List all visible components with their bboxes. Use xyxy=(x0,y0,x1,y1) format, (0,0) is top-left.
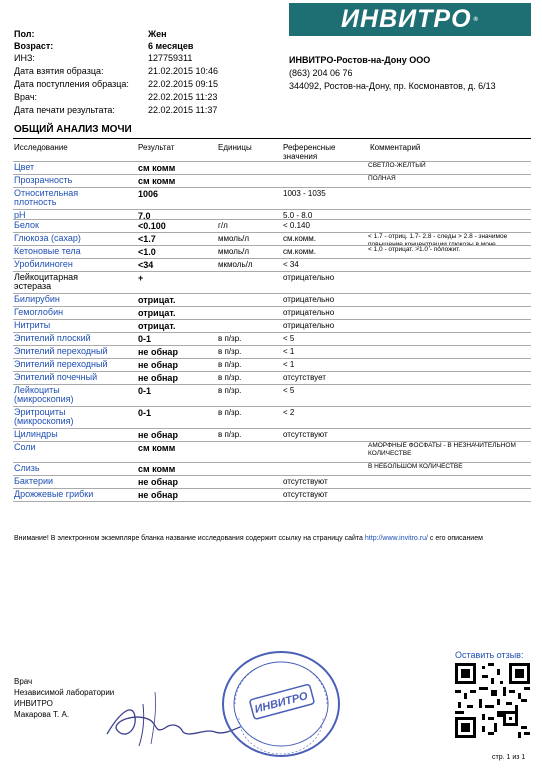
row-divider xyxy=(13,406,531,407)
inz-value: 127759311 xyxy=(148,53,193,63)
result-value: не обнар xyxy=(138,347,178,357)
test-name-link[interactable]: Гемоглобин xyxy=(14,307,64,317)
title-divider xyxy=(13,138,531,139)
units-value: ммоль/л xyxy=(218,234,249,243)
inz-label: ИНЗ: xyxy=(14,53,35,63)
test-name-link[interactable]: Цилиндры xyxy=(14,429,58,439)
reference-value: отсутствует xyxy=(283,373,326,382)
units-value: в п/зр. xyxy=(218,373,242,382)
row-divider xyxy=(13,428,531,429)
test-name-link[interactable]: Эритроциты (микроскопия) xyxy=(14,407,74,426)
reference-value: < 5 xyxy=(283,334,295,343)
age-value: 6 месяцев xyxy=(148,41,194,51)
test-name-link: Лейкоцитарная эстераза xyxy=(14,272,79,291)
test-name-link[interactable]: Билирубин xyxy=(14,294,60,304)
page-number: стр. 1 из 1 xyxy=(492,754,526,761)
result-value: не обнар xyxy=(138,490,178,500)
test-name-link[interactable]: Нитриты xyxy=(14,320,51,330)
result-value: не обнар xyxy=(138,373,178,383)
age-label: Возраст: xyxy=(14,41,54,51)
sample-date-label: Дата взятия образца: xyxy=(14,66,104,76)
units-value: мкмоль/л xyxy=(218,260,253,269)
sex-value: Жен xyxy=(148,29,167,39)
test-name-link[interactable]: Уробилиноген xyxy=(14,259,73,269)
doctor-value: 22.02.2015 11:23 xyxy=(148,92,218,102)
reference-value: отсутствуют xyxy=(283,490,328,499)
col-result: Результат xyxy=(138,143,175,152)
test-name-link[interactable]: Белок xyxy=(14,220,39,230)
test-name-link[interactable]: Эпителий переходный xyxy=(14,359,108,369)
sex-label: Пол: xyxy=(14,29,35,39)
review-qr-code[interactable] xyxy=(455,663,530,738)
col-comment: Комментарий xyxy=(370,143,421,152)
units-value: в п/зр. xyxy=(218,386,242,395)
reference-value: < 2 xyxy=(283,408,295,417)
row-divider xyxy=(13,293,531,294)
test-name-link[interactable]: Соли xyxy=(14,442,36,452)
reference-value: < 5 xyxy=(283,386,295,395)
reference-value: отрицательно xyxy=(283,308,335,317)
reference-value: отрицательно xyxy=(283,321,335,330)
units-value: в п/зр. xyxy=(218,408,242,417)
lab-address: 344092, Ростов-на-Дону, пр. Космонавтов, д. 6/13 xyxy=(289,81,496,91)
reference-value: отрицательно xyxy=(283,295,335,304)
notice-text: Внимание! В электронном экземпляре бланка название исследования содержит ссылку на страницу сайта http://www.invitro.ru/ с его описанием xyxy=(14,535,483,542)
result-value: <1.0 xyxy=(138,247,156,257)
comment-value: < 1,0 - отрицат. >1.0 - положит. xyxy=(368,246,461,253)
test-name-link[interactable]: Глюкоза (сахар) xyxy=(14,233,81,243)
row-divider xyxy=(13,187,531,188)
row-divider xyxy=(13,174,531,175)
sample-date-value: 21.02.2015 10:46 xyxy=(148,66,219,76)
receipt-date-value: 22.02.2015 09:15 xyxy=(148,79,219,89)
reference-value: < 34 xyxy=(283,260,299,269)
receipt-date-label: Дата поступления образца: xyxy=(14,79,129,89)
result-value: 0-1 xyxy=(138,334,152,344)
reference-value: см.комм. xyxy=(283,234,316,243)
test-name-link[interactable]: Эпителий переходный xyxy=(14,346,108,356)
result-value: <1.7 xyxy=(138,234,156,244)
result-value: 0-1 xyxy=(138,408,152,418)
row-divider xyxy=(13,161,531,162)
row-divider xyxy=(13,332,531,333)
reference-value: < 0.140 xyxy=(283,221,310,230)
reference-value: отрицательно xyxy=(283,273,335,282)
result-value: отрицат. xyxy=(138,321,176,331)
result-value: не обнар xyxy=(138,360,178,370)
units-value: в п/зр. xyxy=(218,347,242,356)
col-test: Исследование xyxy=(14,143,68,152)
result-value: 7.0 xyxy=(138,211,151,221)
test-name-link[interactable]: Лейкоциты (микроскопия) xyxy=(14,385,74,404)
print-date-value: 22.02.2015 11:37 xyxy=(148,105,218,115)
result-value: не обнар xyxy=(138,477,178,487)
row-divider xyxy=(13,306,531,307)
report-title: ОБЩИЙ АНАЛИЗ МОЧИ xyxy=(14,124,132,135)
result-value: не обнар xyxy=(138,430,178,440)
lab-name: ИНВИТРО-Ростов-на-Дону ООО xyxy=(289,55,431,65)
reference-value: 5.0 - 8.0 xyxy=(283,211,313,220)
invitro-site-link[interactable]: http://www.invitro.ru/ xyxy=(364,535,428,542)
result-value: 1006 xyxy=(138,189,159,199)
svg-text:ИНВИТРО: ИНВИТРО xyxy=(253,690,310,716)
units-value: г/л xyxy=(218,221,228,230)
comment-value: АМОРФНЫЕ ФОСФАТЫ - В НЕЗНАЧИТЕЛЬНОМ КОЛИЧЕСТВЕ xyxy=(368,442,516,457)
row-divider xyxy=(13,271,531,272)
col-units: Единицы xyxy=(218,143,252,152)
doctor-signature-block: Врач Независимой лаборатории ИНВИТРО Макарова Т. А. xyxy=(14,677,115,719)
result-value: <0.100 xyxy=(138,221,166,231)
row-divider xyxy=(13,258,531,259)
reference-value: 1003 - 1035 xyxy=(283,189,326,198)
row-divider xyxy=(13,219,531,220)
comment-value: ПОЛНАЯ xyxy=(368,175,396,182)
print-date-label: Дата печати результата: xyxy=(14,105,115,115)
col-reference: Референсные значения xyxy=(283,143,336,161)
test-name-link[interactable]: Эпителий почечный xyxy=(14,372,98,382)
invitro-logo: ИНВИТРО ® xyxy=(289,3,531,36)
units-value: в п/зр. xyxy=(218,334,242,343)
test-name-link[interactable]: Относительная плотность xyxy=(14,188,79,207)
row-divider xyxy=(13,501,531,502)
review-label: Оставить отзыв: xyxy=(455,650,524,660)
result-value: отрицат. xyxy=(138,295,176,305)
result-value: см комм xyxy=(138,176,176,186)
comment-value: В НЕБОЛЬШОМ КОЛИЧЕСТВЕ xyxy=(368,463,463,470)
test-name-link[interactable]: Прозрачность xyxy=(14,175,73,185)
test-name-link[interactable]: Кетоновые тела xyxy=(14,246,81,256)
reference-value: отсутствуют xyxy=(283,477,328,486)
test-name-link[interactable]: Слизь xyxy=(14,463,40,473)
doctor-label: Врач: xyxy=(14,92,38,102)
test-name-link[interactable]: Эпителий плоский xyxy=(14,333,91,343)
result-value: + xyxy=(138,273,144,283)
reference-value: < 1 xyxy=(283,360,295,369)
lab-phone: (863) 204 06 76 xyxy=(289,68,353,78)
result-value: 0-1 xyxy=(138,386,152,396)
row-divider xyxy=(13,319,531,320)
result-value: см комм xyxy=(138,464,176,474)
result-value: см комм xyxy=(138,163,176,173)
result-value: отрицат. xyxy=(138,308,176,318)
result-value: <34 xyxy=(138,260,154,270)
row-divider xyxy=(13,384,531,385)
reference-value: отсутствуют xyxy=(283,430,328,439)
row-divider xyxy=(13,209,531,210)
reference-value: < 1 xyxy=(283,347,295,356)
test-name-link[interactable]: pH xyxy=(14,210,26,220)
units-value: в п/зр. xyxy=(218,360,242,369)
result-value: см комм xyxy=(138,443,176,453)
row-divider xyxy=(13,475,531,476)
reference-value: см.комм. xyxy=(283,247,316,256)
units-value: ммоль/л xyxy=(218,247,249,256)
comment-value: СВЕТЛО-ЖЕЛТЫЙ xyxy=(368,162,426,169)
units-value: в п/зр. xyxy=(218,430,242,439)
comment-value: < 1.7 - отриц. 1.7- 2.8 - следы > 2.8 - значимое повышение концентрации глюкозы в моче xyxy=(368,233,508,248)
test-name-link[interactable]: Цвет xyxy=(14,162,35,172)
test-name-link[interactable]: Дрожжевые грибки xyxy=(14,489,94,499)
test-name-link[interactable]: Бактерии xyxy=(14,476,54,486)
lab-stamp-image xyxy=(219,648,343,760)
